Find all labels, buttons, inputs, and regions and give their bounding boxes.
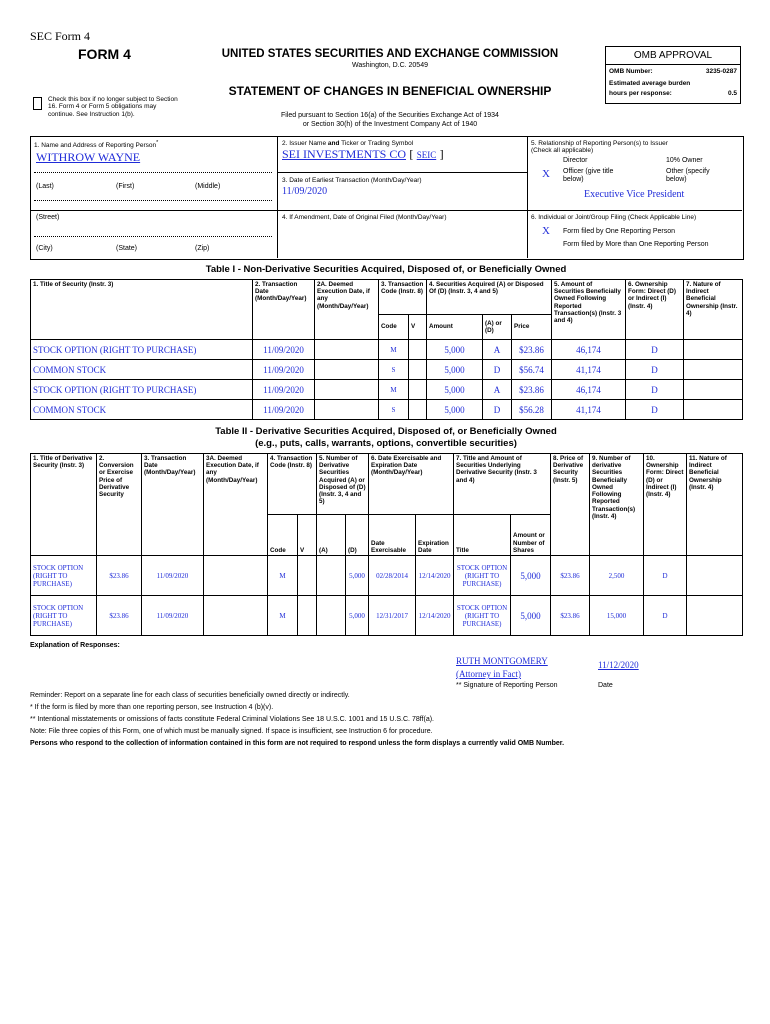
ticker-close: ] [439, 147, 444, 161]
t1-date: 11/09/2020 [253, 400, 315, 420]
t1-h-v-sub: V [409, 315, 427, 340]
agency-title: UNITED STATES SECURITIES AND EXCHANGE COMMISSION [221, 48, 559, 60]
t2-h-date-ex-sub: Date Exercisable [369, 515, 416, 556]
t1-price: $56.28 [512, 400, 552, 420]
t1-form: D [626, 360, 684, 380]
grid-divider-1 [277, 136, 278, 258]
t1-amount: 5,000 [427, 360, 483, 380]
t1-date: 11/09/2020 [253, 380, 315, 400]
earliest-date-label: 3. Date of Earliest Transaction (Month/Day/Year) [282, 177, 422, 184]
t1-title: COMMON STOCK [31, 400, 253, 420]
t1-amount: 5,000 [427, 340, 483, 360]
amendment-label: 4. If Amendment, Date of Original Filed (Month/Day/Year) [282, 214, 447, 221]
t1-form: D [626, 340, 684, 360]
t2-title: STOCK OPTION (RIGHT TO PURCHASE) [31, 556, 97, 596]
t2-a [317, 596, 346, 636]
middle-label: (Middle) [195, 183, 221, 190]
note-omb: Persons who respond to the collection of information contained in this form are not required to respond unless the form displays a currently valid OMB Number. [30, 740, 565, 747]
t1-v [409, 340, 427, 360]
t1-owned: 41,174 [552, 400, 626, 420]
omb-details [605, 65, 741, 104]
t1-amount: 5,000 [427, 400, 483, 420]
t1-h-acquired: 4. Securities Acquired (A) or Disposed Of (D) (Instr. 3, 4 and 5) [427, 280, 552, 315]
t1-h-date: 2. Transaction Date (Month/Day/Year) [253, 280, 315, 340]
t1-form: D [626, 380, 684, 400]
t2-owned: 15,000 [590, 596, 644, 636]
checkbox-label: Check this box if no longer subject to Section 16. Form 4 or Form 5 obligations may continue. See Instruction 1(b). [48, 96, 178, 118]
table2-title: Table II - Derivative Securities Acquired, Disposed of, or Beneficially Owned (e.g., puts, calls, warrants, options, convertible securities) [215, 426, 557, 450]
t2-conversion: $23.86 [97, 556, 142, 596]
t1-owned: 41,174 [552, 360, 626, 380]
t1-deemed [315, 340, 379, 360]
t1-title: COMMON STOCK [31, 360, 253, 380]
t2-h-amount-sub: Amount or Number of Shares [511, 515, 551, 556]
t2-h-conversion: 2. Conversion or Exercise Price of Derivative Security [97, 454, 142, 556]
note-reminder: Reminder: Report on a separate line for each class of securities beneficially owned directly or indirectly. [30, 692, 350, 699]
table-row [31, 340, 743, 360]
t1-deemed [315, 360, 379, 380]
grid-hline-issuer [277, 172, 527, 173]
omb-burden-value: 0.5 [727, 90, 737, 97]
grid-hline-mid [30, 210, 742, 211]
issuer-line [282, 147, 444, 162]
t2-d: 5,000 [346, 556, 369, 596]
t1-nature [684, 360, 743, 380]
t2-nature [687, 596, 743, 636]
t1-v [409, 360, 427, 380]
t2-h-title: 1. Title of Derivative Security (Instr. 3) [31, 454, 97, 556]
omb-number-value: 3235-0287 [705, 68, 737, 75]
t2-h-utitle-sub: Title [454, 515, 511, 556]
t2-deemed [204, 596, 268, 636]
t2-h-underlying: 7. Title and Amount of Securities Underlying Derivative Security (Instr. 3 and 4) [454, 454, 551, 515]
t2-a [317, 556, 346, 596]
t1-h-price-sub: Price [512, 315, 552, 340]
t1-code: M [379, 380, 409, 400]
omb-burden-label-2: hours per response: [609, 90, 672, 97]
t2-h-nature: 11. Nature of Indirect Beneficial Ownership (Instr. 4) [687, 454, 743, 556]
t1-h-aord-sub: (A) or (D) [483, 315, 512, 340]
t1-deemed [315, 400, 379, 420]
t2-title: STOCK OPTION (RIGHT TO PURCHASE) [31, 596, 97, 636]
t1-aord: A [483, 380, 512, 400]
t1-code: S [379, 360, 409, 380]
table-row [31, 380, 743, 400]
street-label: (Street) [36, 214, 60, 221]
state-label: (State) [116, 245, 138, 252]
filed-pursuant-2: or Section 30(h) of the Investment Company Act of 1940 [302, 121, 478, 128]
t2-h-exp-sub: Expiration Date [416, 515, 454, 556]
reporting-person-name[interactable]: WITHROW WAYNE [36, 150, 141, 164]
filing-type-label: 6. Individual or Joint/Group Filing (Check Applicable Line) [531, 214, 697, 221]
t2-deemed [204, 556, 268, 596]
t1-h-deemed: 2A. Deemed Execution Date, if any (Month/Day/Year) [315, 280, 379, 340]
t1-h-owned: 5. Amount of Securities Beneficially Owned Following Reported Transaction(s) (Instr. 3 and 4) [552, 280, 626, 340]
note-copies: Note: File three copies of this Form, one of which must be manually signed. If space is insufficient, see Instruction 6 for procedure. [30, 728, 433, 735]
reporting-person-label: 1. Name and Address of Reporting Person* [34, 140, 159, 150]
t1-aord: D [483, 400, 512, 420]
issuer-label: 2. Issuer Name and Ticker or Trading Symbol [282, 140, 414, 147]
t1-h-code-sub: Code [379, 315, 409, 340]
t1-amount: 5,000 [427, 380, 483, 400]
t2-h-deemed: 3A. Deemed Execution Date, if any (Month/Day/Year) [204, 454, 268, 556]
address-line [34, 200, 272, 201]
t2-form: D [644, 596, 687, 636]
table1-title: Table I - Non-Derivative Securities Acquired, Disposed of, or Beneficially Owned [205, 264, 567, 275]
t2-underlying-title: STOCK OPTION (RIGHT TO PURCHASE) [454, 596, 511, 636]
t1-date: 11/09/2020 [253, 340, 315, 360]
t1-h-amount-sub: Amount [427, 315, 483, 340]
t1-owned: 46,174 [552, 380, 626, 400]
t1-v [409, 380, 427, 400]
signature-label: ** Signature of Reporting Person [456, 682, 558, 689]
t1-nature [684, 400, 743, 420]
t1-code: M [379, 340, 409, 360]
t1-v [409, 400, 427, 420]
t2-h-number: 5. Number of Derivative Securities Acquired (A) or Disposed of (D) (Instr. 3, 4 and 5) [317, 454, 369, 515]
table-row [31, 596, 743, 636]
t1-date: 11/09/2020 [253, 360, 315, 380]
t2-code: M [268, 556, 298, 596]
agency-location: Washington, D.C. 20549 [351, 62, 428, 69]
name-line [34, 172, 272, 173]
t1-title: STOCK OPTION (RIGHT TO PURCHASE) [31, 340, 253, 360]
t1-form: D [626, 400, 684, 420]
omb-approval-box [605, 46, 741, 104]
t2-h-a-sub: (A) [317, 515, 346, 556]
sec-form-label: SEC Form 4 [30, 29, 91, 43]
table2 [30, 453, 743, 636]
t1-h-form: 6. Ownership Form: Direct (D) or Indirect (I) (Instr. 4) [626, 280, 684, 340]
grid-divider-2 [527, 136, 528, 258]
issuer-name[interactable]: SEI INVESTMENTS CO [282, 147, 407, 161]
t1-price: $23.86 [512, 380, 552, 400]
zip-label: (Zip) [195, 245, 210, 252]
t2-h-price: 8. Price of Derivative Security (Instr. 5) [551, 454, 590, 556]
t1-nature [684, 340, 743, 360]
officer-title: Executive Vice President [584, 189, 685, 200]
table-row [31, 360, 743, 380]
omb-burden-label-1: Estimated average burden [609, 80, 691, 87]
t2-underlying-amount: 5,000 [511, 596, 551, 636]
first-label: (First) [116, 183, 135, 190]
t2-date: 11/09/2020 [142, 596, 204, 636]
t2-exercisable: 02/28/2014 [369, 556, 416, 596]
t1-aord: D [483, 360, 512, 380]
t2-d: 5,000 [346, 596, 369, 636]
statement-title: STATEMENT OF CHANGES IN BENEFICIAL OWNERSHIP [228, 84, 552, 98]
t1-title: STOCK OPTION (RIGHT TO PURCHASE) [31, 380, 253, 400]
t1-code: S [379, 400, 409, 420]
omb-title: OMB APPROVAL [605, 46, 741, 65]
t2-price: $23.86 [551, 556, 590, 596]
t2-v [298, 556, 317, 596]
officer-option[interactable]: Officer (give title below) [563, 168, 614, 184]
t2-expiration: 12/14/2020 [416, 596, 454, 636]
t2-v [298, 596, 317, 636]
director-option[interactable]: Director [563, 157, 588, 164]
t2-h-d-sub: (D) [346, 515, 369, 556]
t1-owned: 46,174 [552, 340, 626, 360]
signer-name: RUTH MONTGOMERY (Attorney in Fact) [456, 656, 548, 680]
t2-nature [687, 556, 743, 596]
omb-number-label: OMB Number: [609, 68, 653, 75]
table-row [31, 400, 743, 420]
note-misstatements: ** Intentional misstatements or omissions of facts constitute Federal Criminal Violations See 18 U.S.C. 1001 and 15 U.S.C. 78ff(a). [30, 716, 434, 723]
t2-h-code: 4. Transaction Code (Instr. 8) [268, 454, 317, 515]
t2-h-form: 10. Ownership Form: Direct (D) or Indirect (I) (Instr. 4) [644, 454, 687, 556]
t2-h-exercisable: 6. Date Exercisable and Expiration Date (Month/Day/Year) [369, 454, 454, 515]
note-multiple-persons: * If the form is filed by more than one reporting person, see Instruction 4 (b)(v). [30, 704, 274, 711]
signature-date: 11/12/2020 [598, 660, 639, 670]
t1-h-nature: 7. Nature of Indirect Beneficial Ownership (Instr. 4) [684, 280, 743, 340]
t2-date: 11/09/2020 [142, 556, 204, 596]
ten-percent-owner-option[interactable]: 10% Owner [666, 157, 703, 164]
t2-conversion: $23.86 [97, 596, 142, 636]
form-title: FORM 4 [78, 46, 131, 62]
city-label: (City) [36, 245, 53, 252]
t2-h-owned: 9. Number of derivative Securities Beneficially Owned Following Reported Transaction(s) (Instr. 4) [590, 454, 644, 556]
officer-check-mark: X [542, 168, 550, 180]
t1-h-title: 1. Title of Security (Instr. 3) [31, 280, 253, 340]
filing-one-person[interactable]: Form filed by One Reporting Person [563, 228, 676, 235]
t2-h-code-sub: Code [268, 515, 298, 556]
t2-form: D [644, 556, 687, 596]
t1-deemed [315, 380, 379, 400]
earliest-date-value: 11/09/2020 [282, 186, 328, 197]
t2-code: M [268, 596, 298, 636]
t2-expiration: 12/14/2020 [416, 556, 454, 596]
relationship-label: 5. Relationship of Reporting Person(s) to Issuer (Check all applicable) [531, 140, 668, 155]
table1 [30, 279, 743, 420]
t1-nature [684, 380, 743, 400]
no-longer-subject-checkbox[interactable] [33, 97, 42, 110]
filing-check-mark: X [542, 225, 550, 237]
t2-underlying-title: STOCK OPTION (RIGHT TO PURCHASE) [454, 556, 511, 596]
other-option[interactable]: Other (specify below) [666, 168, 710, 184]
t2-h-date: 3. Transaction Date (Month/Day/Year) [142, 454, 204, 556]
t1-h-code: 3. Transaction Code (Instr. 8) [379, 280, 427, 315]
filing-more-persons[interactable]: Form filed by More than One Reporting Person [563, 241, 709, 248]
t2-h-v-sub: V [298, 515, 317, 556]
t1-aord: A [483, 340, 512, 360]
date-label: Date [598, 682, 613, 689]
t2-exercisable: 12/31/2017 [369, 596, 416, 636]
issuer-ticker[interactable]: SEIC [416, 150, 437, 160]
t2-underlying-amount: 5,000 [511, 556, 551, 596]
ticker-open: [ [409, 147, 414, 161]
t2-owned: 2,500 [590, 556, 644, 596]
filed-pursuant-1: Filed pursuant to Section 16(a) of the Securities Exchange Act of 1934 [281, 112, 499, 119]
t1-price: $23.86 [512, 340, 552, 360]
street-line [34, 236, 272, 237]
explanation-label: Explanation of Responses: [30, 642, 120, 649]
t1-price: $56.74 [512, 360, 552, 380]
t2-price: $23.86 [551, 596, 590, 636]
table-row [31, 556, 743, 596]
last-label: (Last) [36, 183, 54, 190]
